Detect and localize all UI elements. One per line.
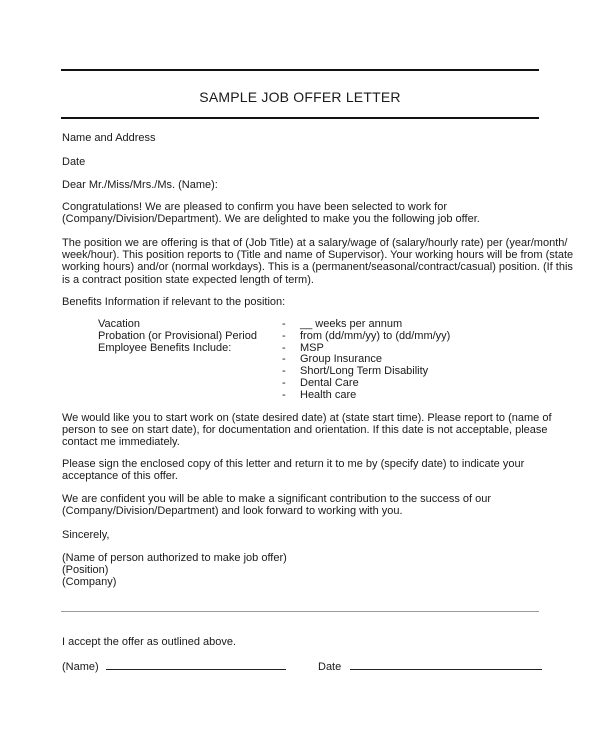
benefit-label: Employee Benefits Include: xyxy=(98,341,232,354)
signature-line: (Name of person authorized to make job offer) xyxy=(62,552,287,564)
closing xyxy=(62,529,542,541)
benefit-row xyxy=(98,378,538,390)
paragraph-line: Congratulations! We are pleased to confirm you have been selected to work for xyxy=(62,201,448,213)
acceptance-divider xyxy=(61,611,539,612)
benefit-value: MSP xyxy=(300,341,324,354)
name-signature-field xyxy=(62,659,286,673)
benefit-dash: - xyxy=(282,388,286,401)
paragraph-line: The position we are offering is that of (Job Title) at a salary/wage of (salary/hourly rate) per (year/month/ xyxy=(62,237,568,249)
benefit-value: __ weeks per annum xyxy=(300,318,403,330)
closing-text: Sincerely, xyxy=(62,529,110,541)
paragraph-line: (Company/Division/Department) and look forward to working with you. xyxy=(62,505,403,518)
paragraph-line: working hours) and/or (normal workdays). This is a (permanent/seasonal/contract/casual) position. (If this xyxy=(62,261,573,274)
benefits-intro xyxy=(62,296,542,308)
benefit-row xyxy=(98,390,538,402)
benefit-dash: - xyxy=(282,365,286,378)
benefit-label: Probation (or Provisional) Period xyxy=(98,329,257,342)
paragraph-start-work xyxy=(62,412,552,449)
benefit-row xyxy=(98,331,538,343)
benefit-value: Health care xyxy=(300,388,357,401)
benefit-value: Short/Long Term Disability xyxy=(300,365,429,378)
paragraph-line: Please sign the enclosed copy of this letter and return it to me by (specify date) to indicate your xyxy=(62,458,525,470)
name-label: (Name) xyxy=(62,661,99,673)
date-line xyxy=(62,156,542,168)
name-address xyxy=(62,132,542,144)
paragraph-position xyxy=(62,237,574,286)
paragraph-line: acceptance of this offer. xyxy=(62,470,178,483)
paragraph-congratulations xyxy=(62,201,542,225)
benefit-value: Group Insurance xyxy=(300,353,382,366)
paragraph-line: We are confident you will be able to make a significant contribution to the success of our xyxy=(62,493,492,505)
benefit-value: Dental Care xyxy=(300,376,359,389)
acceptance-statement xyxy=(62,636,542,648)
paragraph-line: person to see on start date), for documentation and orientation. If this date is not acceptable, please xyxy=(62,424,548,437)
benefit-dash: - xyxy=(282,353,286,366)
benefit-value: from (dd/mm/yy) to (dd/mm/yy) xyxy=(300,329,451,342)
benefit-dash: - xyxy=(282,318,286,330)
benefits-list xyxy=(98,319,538,402)
salutation xyxy=(62,179,542,191)
signature-line: (Position) xyxy=(62,564,109,577)
acceptance-text: I accept the offer as outlined above. xyxy=(62,636,237,648)
title-rule xyxy=(61,117,539,119)
paragraph-line: contact me immediately. xyxy=(62,436,180,449)
signature-line: (Company) xyxy=(62,576,117,589)
date-label: Date xyxy=(318,661,342,673)
date-blank-line[interactable] xyxy=(350,659,542,670)
salutation-text: Dear Mr./Miss/Mrs./Ms. (Name): xyxy=(62,179,218,191)
benefit-label: Vacation xyxy=(98,318,140,330)
date-signature-field xyxy=(318,659,542,673)
paragraph-line: We would like you to start work on (state desired date) at (state start time). Please report to (name of xyxy=(62,412,552,424)
benefits-intro-text: Benefits Information if relevant to the position: xyxy=(62,296,286,308)
paragraph-line: (Company/Division/Department). We are delighted to make you the following job offer. xyxy=(62,213,480,226)
paragraph-line: is a contract position state expected length of term). xyxy=(62,273,314,286)
name-blank-line[interactable] xyxy=(106,659,286,670)
benefit-dash: - xyxy=(282,329,286,342)
name-address-text: Name and Address xyxy=(62,132,156,144)
benefit-dash: - xyxy=(282,341,286,354)
benefit-dash: - xyxy=(282,376,286,389)
paragraph-sign-return xyxy=(62,458,542,482)
date-text: Date xyxy=(62,156,86,168)
top-rule xyxy=(61,69,539,71)
signature-block xyxy=(62,552,542,589)
paragraph-confidence xyxy=(62,493,542,517)
letter-title: SAMPLE JOB OFFER LETTER xyxy=(199,89,401,105)
paragraph-line: week/hour). This position reports to (Title and name of Supervisor). Your working hours will be from (state xyxy=(62,249,574,262)
